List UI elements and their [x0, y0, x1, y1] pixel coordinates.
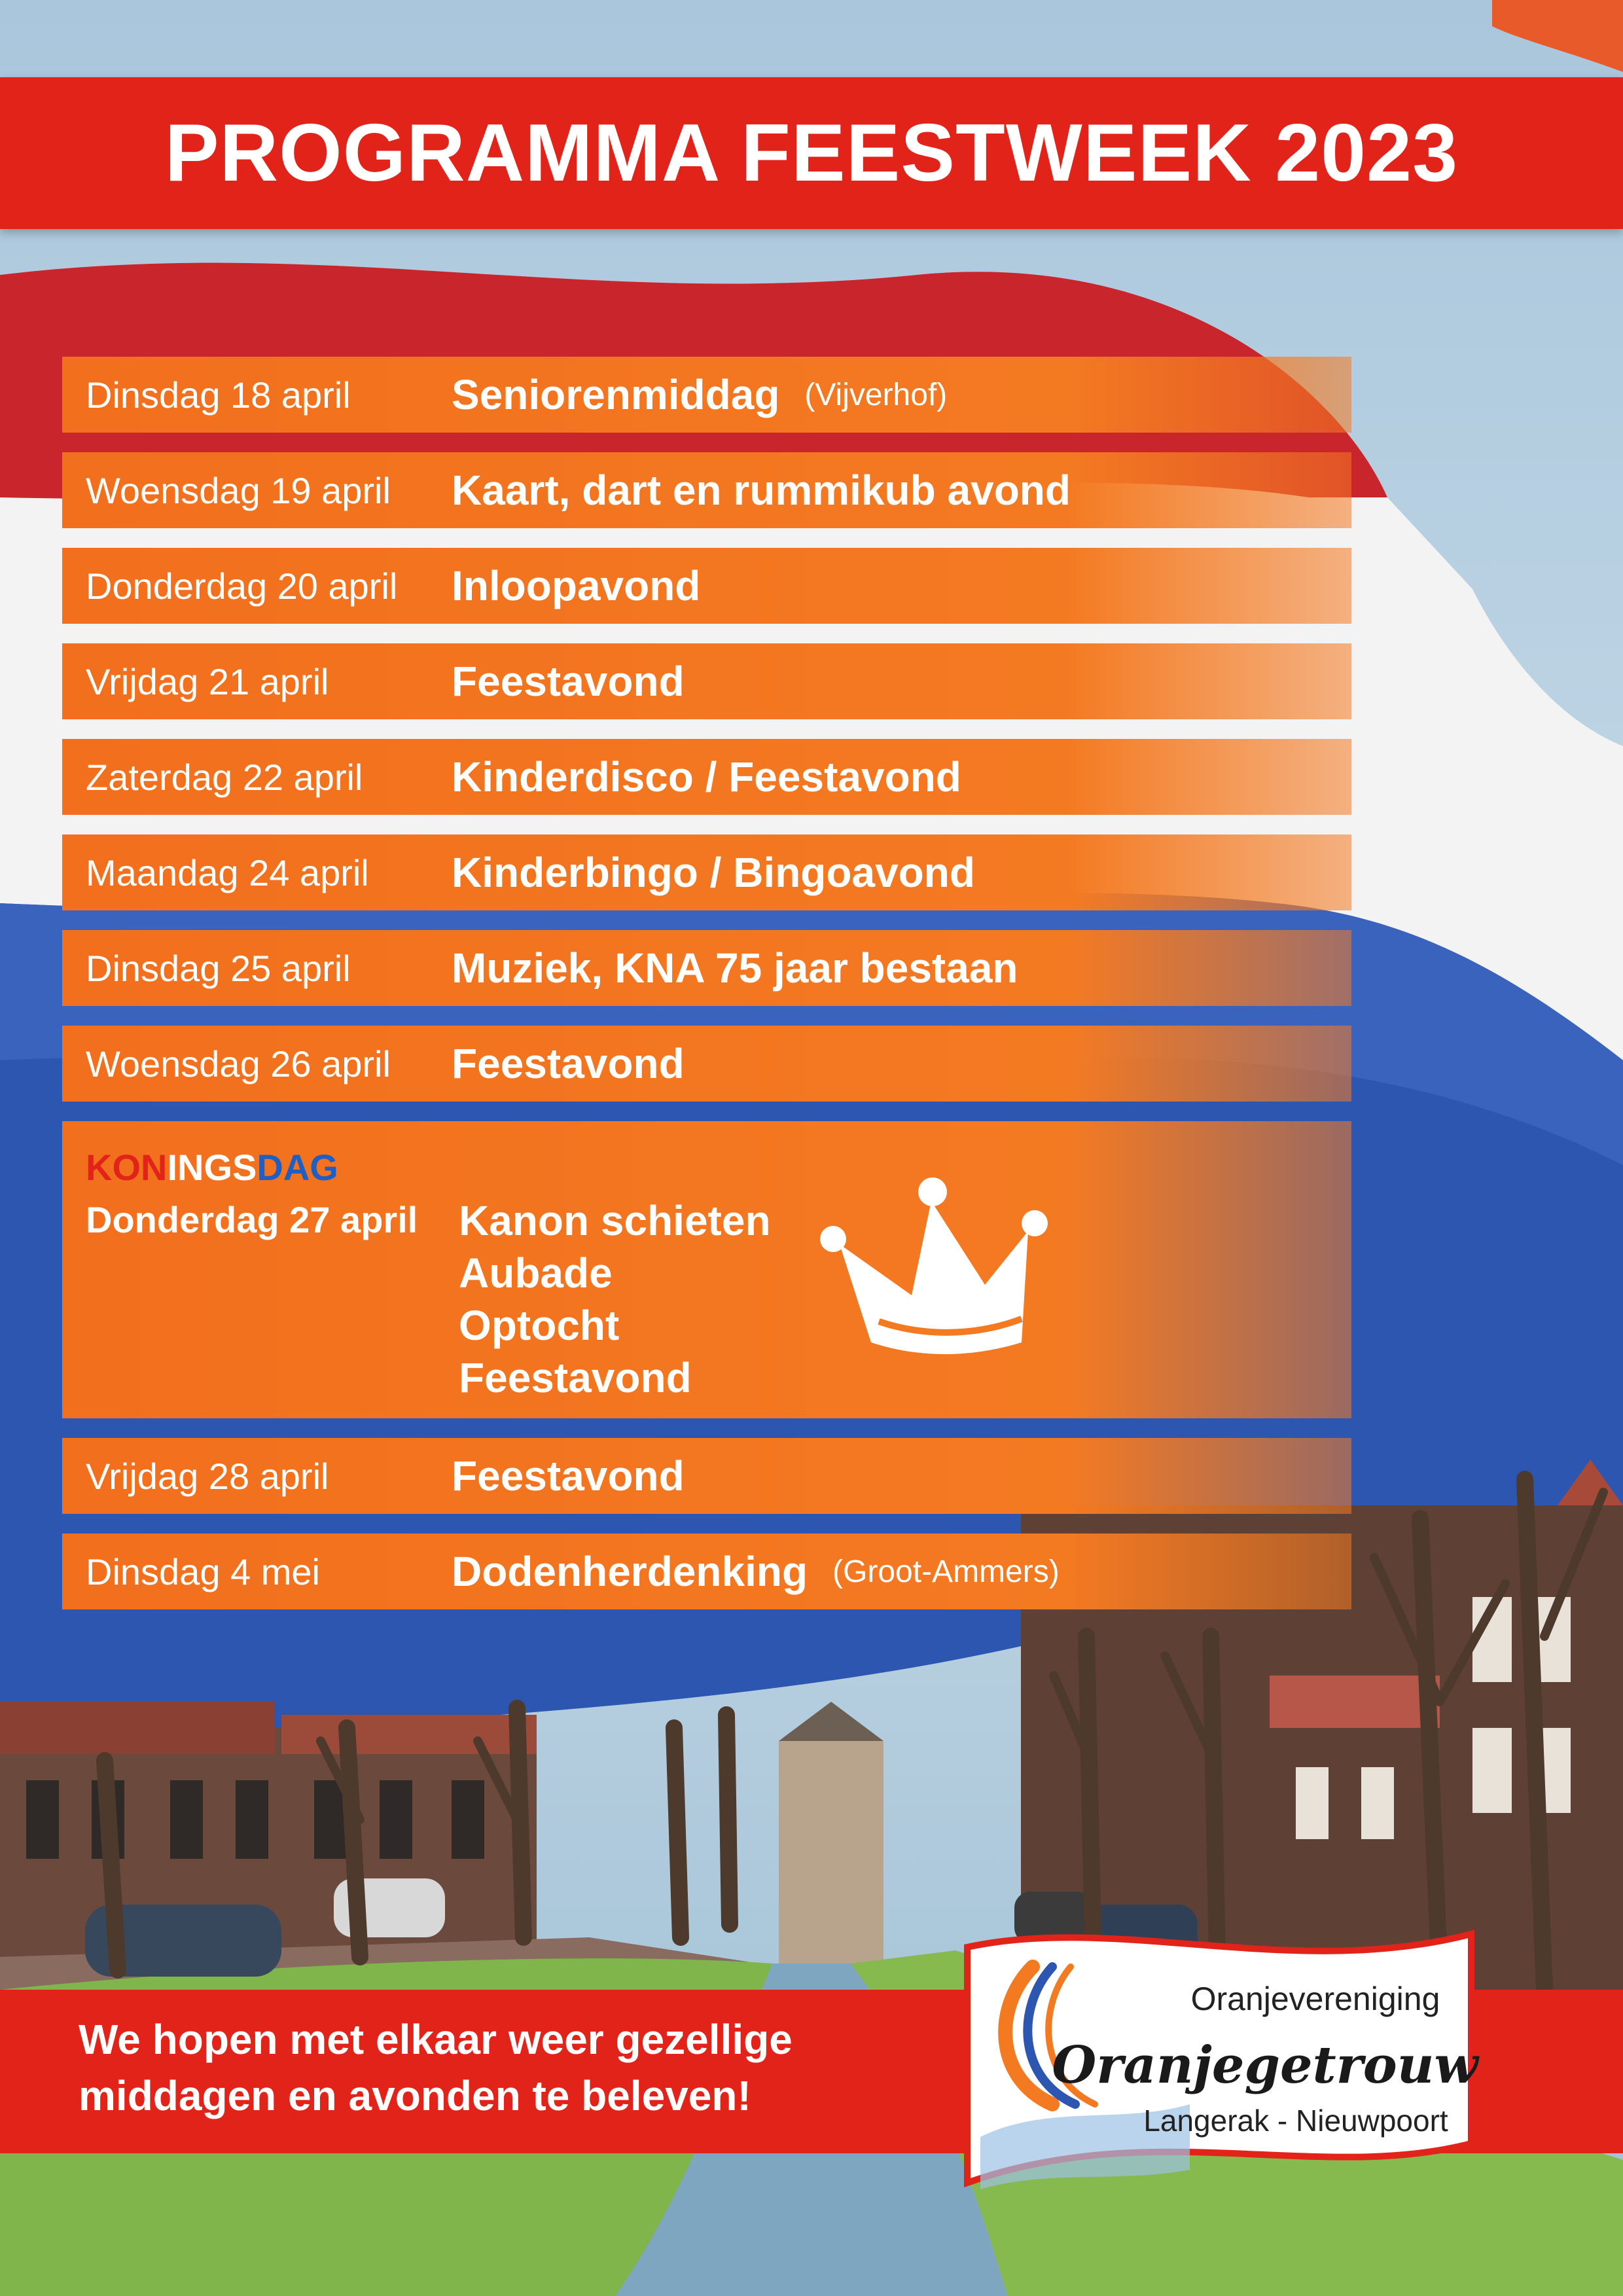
program-row — [62, 739, 1351, 815]
program-day: Vrijdag 21 april — [86, 660, 329, 702]
koningsdag-events — [459, 1194, 771, 1404]
program-event: Inloopavond — [452, 562, 701, 609]
program-day: Woensdag 19 april — [86, 469, 391, 511]
program-event: Seniorenmiddag — [452, 371, 780, 418]
koningsdag-title-blue: DAG — [257, 1147, 338, 1188]
koningsdag-event: Feestavond — [459, 1354, 692, 1401]
program-event: Dodenherdenking — [452, 1548, 808, 1595]
program-row — [62, 643, 1351, 719]
footer-message — [79, 2011, 955, 2124]
program-row — [62, 1026, 1351, 1102]
program-day: Zaterdag 22 april — [86, 756, 363, 798]
koningsdag-block — [62, 1121, 1351, 1418]
crown-icon — [813, 1167, 1082, 1383]
program-row — [62, 1438, 1351, 1514]
program-event: Feestavond — [452, 1040, 685, 1087]
program-row — [62, 1534, 1351, 1609]
program-event: Kaart, dart en rummikub avond — [452, 467, 1071, 514]
program-day: Dinsdag 4 mei — [86, 1551, 320, 1592]
program-day: Vrijdag 28 april — [86, 1455, 329, 1497]
logo-line-name: Oranjegetrouw — [1052, 2036, 1478, 2095]
koningsdag-event: Kanon schieten — [459, 1197, 771, 1244]
program-location: (Vijverhof) — [804, 377, 948, 412]
logo-line-place: Langerak - Nieuwpoort — [1143, 2104, 1448, 2138]
program-day: Donderdag 20 april — [86, 565, 398, 607]
footer-line: We hopen met elkaar weer gezellige — [79, 2016, 793, 2063]
title-banner — [0, 77, 1623, 229]
logo-line-association: Oranjevereniging — [1190, 1981, 1440, 2017]
program-row — [62, 452, 1351, 528]
koningsdag-event: Optocht — [459, 1302, 620, 1349]
koningsdag-event: Aubade — [459, 1249, 613, 1297]
program-event: Kinderdisco / Feestavond — [452, 753, 961, 800]
program-row — [62, 357, 1351, 433]
program-row — [62, 548, 1351, 624]
program-day: Woensdag 26 april — [86, 1043, 391, 1085]
program-event: Feestavond — [452, 658, 685, 705]
program-row — [62, 834, 1351, 910]
program-location: (Groot-Ammers) — [832, 1554, 1060, 1589]
program-event: Kinderbingo / Bingoavond — [452, 849, 975, 896]
koningsdag-title-white: INGS — [167, 1147, 257, 1188]
page-title: PROGRAMMA FEESTWEEK 2023 — [164, 108, 1459, 198]
koningsdag-day: Donderdag 27 april — [86, 1199, 418, 1240]
program-day: Dinsdag 18 april — [86, 374, 351, 416]
program-event: Muziek, KNA 75 jaar bestaan — [452, 944, 1018, 992]
program-event: Feestavond — [452, 1452, 685, 1499]
program-day: Dinsdag 25 april — [86, 947, 351, 989]
koningsdag-title — [86, 1146, 338, 1189]
koningsdag-title-red: KON — [86, 1147, 168, 1188]
footer-line: middagen en avonden te beleven! — [79, 2072, 751, 2119]
program-list — [62, 357, 1351, 1629]
program-row — [62, 930, 1351, 1006]
program-day: Maandag 24 april — [86, 852, 369, 893]
